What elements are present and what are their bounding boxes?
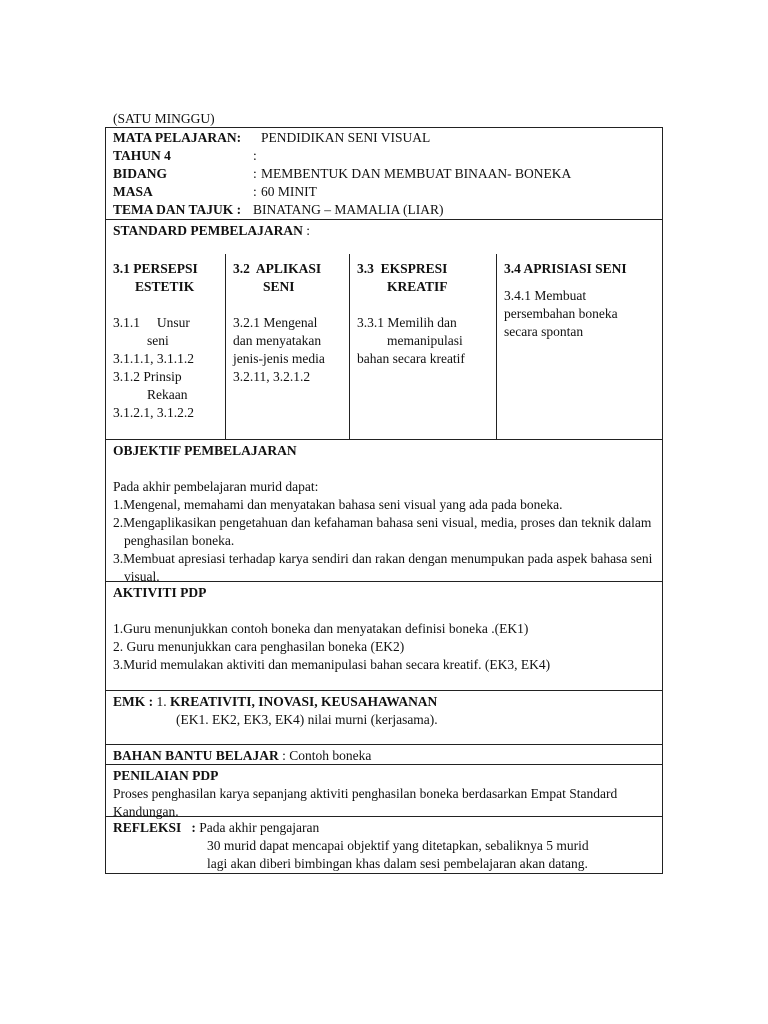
masa-value: 60 MINIT — [261, 184, 317, 199]
col1-title-1: 3.1 PERSEPSI — [113, 261, 198, 276]
refleksi-label: REFLEKSI : — [113, 820, 196, 835]
col3-line-3: bahan secara kreatif — [357, 351, 465, 366]
bahan-section — [106, 745, 662, 765]
col1-line-2: seni — [147, 333, 169, 348]
mata-pelajaran-label: MATA PELAJARAN: — [113, 130, 242, 145]
refleksi-line-1 — [113, 819, 655, 837]
refleksi-intro: Pada akhir pengajaran — [195, 820, 320, 835]
objektif-section — [106, 440, 662, 582]
emk-num: 1. — [153, 694, 170, 709]
aktiviti-item-3: 3.Murid memulakan aktiviti dan memanipulasi bahan secara kreatif. (EK3, EK4) — [113, 657, 551, 672]
bidang-sep: : — [253, 166, 257, 181]
masa-label: MASA — [113, 184, 153, 199]
col2-title-2: SENI — [263, 279, 295, 294]
refleksi-section — [106, 817, 662, 873]
mata-pelajaran-value: PENDIDIKAN SENI VISUAL — [261, 130, 431, 145]
col4-line-3: secara spontan — [504, 324, 584, 339]
standard-col-persepsi — [106, 254, 226, 439]
objektif-intro: Pada akhir pembelajaran murid dapat: — [113, 479, 319, 494]
tahun-row — [113, 147, 655, 165]
col1-line-4: 3.1.2 Prinsip — [113, 369, 182, 384]
col3-line-2: memanipulasi — [387, 333, 463, 348]
col4-title-1: 3.4 APRISIASI SENI — [504, 261, 627, 276]
standard-col-aplikasi — [226, 254, 350, 439]
bidang-row — [113, 165, 655, 183]
tema-row — [113, 201, 655, 219]
col1-line-6: 3.1.2.1, 3.1.2.2 — [113, 405, 194, 420]
refleksi-line-3: lagi akan diberi bimbingan khas dalam sesi pembelajaran akan datang. — [207, 856, 588, 871]
standard-title-suffix: : — [302, 223, 311, 238]
col4-line-1: 3.4.1 Membuat — [504, 288, 587, 303]
col3-title-1: 3.3 EKSPRESI — [357, 261, 448, 276]
col3-title-2: KREATIF — [387, 279, 448, 294]
masa-row — [113, 183, 655, 201]
col1-line-1: 3.1.1 Unsur — [113, 315, 190, 330]
col1-title-2: ESTETIK — [135, 279, 195, 294]
aktiviti-title: AKTIVITI PDP — [113, 585, 207, 600]
standard-columns — [106, 254, 662, 440]
tahun-sep: : — [253, 148, 257, 163]
bahan-value: : Contoh boneka — [278, 748, 372, 763]
col2-title-1: 3.2 APLIKASI — [233, 261, 322, 276]
bidang-value: MEMBENTUK DAN MEMBUAT BINAAN- BONEKA — [261, 166, 572, 181]
standard-title-row — [106, 220, 662, 240]
aktiviti-section — [106, 582, 662, 691]
emk-value: KREATIVITI, INOVASI, KEUSAHAWANAN — [170, 694, 438, 709]
emk-section — [106, 691, 662, 745]
col2-line-2: dan menyatakan — [233, 333, 322, 348]
col2-line-3: jenis-jenis media — [233, 351, 325, 366]
objektif-item-1: 1.Mengenal, memahami dan menyatakan bahasa seni visual yang ada pada boneka. — [113, 497, 563, 512]
col4-line-2: persembahan boneka — [504, 306, 618, 321]
emk-line-1 — [113, 693, 655, 711]
objektif-item-3: 3.Membuat apresiasi terhadap karya sendiri dan rakan dengan menumpukan pada aspek bahasa seni visual. — [113, 551, 653, 584]
penilaian-section — [106, 765, 662, 817]
objektif-item-2: 2.Mengaplikasikan pengetahuan dan kefahaman bahasa seni visual, media, proses dan teknik dalam penghasilan boneka. — [113, 515, 652, 548]
emk-line-2: (EK1. EK2, EK3, EK4) nilai murni (kerjasama). — [176, 712, 438, 727]
col3-line-1: 3.3.1 Memilih dan — [357, 315, 457, 330]
aktiviti-item-1: 1.Guru menunjukkan contoh boneka dan menyatakan definisi boneka .(EK1) — [113, 621, 529, 636]
duration-note: (SATU MINGGU) — [113, 111, 215, 126]
objektif-title: OBJEKTIF PEMBELAJARAN — [113, 443, 297, 458]
penilaian-title: PENILAIAN PDP — [113, 768, 219, 783]
refleksi-line-2: 30 murid dapat mencapai objektif yang ditetapkan, sebaliknya 5 murid — [207, 838, 589, 853]
col1-line-3: 3.1.1.1, 3.1.1.2 — [113, 351, 194, 366]
standard-title: STANDARD PEMBELAJARAN — [113, 223, 303, 238]
col2-line-1: 3.2.1 Mengenal — [233, 315, 318, 330]
tema-value: BINATANG – MAMALIA (LIAR) — [253, 202, 444, 217]
col2-line-4: 3.2.11, 3.2.1.2 — [233, 369, 311, 384]
mata-pelajaran-row — [113, 129, 655, 147]
masa-sep: : — [253, 184, 257, 199]
info-section — [106, 128, 662, 220]
tema-label: TEMA DAN TAJUK : — [113, 202, 242, 217]
bidang-label: BIDANG — [113, 166, 168, 181]
bahan-label: BAHAN BANTU BELAJAR — [113, 748, 279, 763]
emk-label: EMK : — [113, 694, 154, 709]
standard-col-ekspresi — [350, 254, 497, 439]
aktiviti-item-2: 2. Guru menunjukkan cara penghasilan boneka (EK2) — [113, 639, 405, 654]
tahun-label: TAHUN 4 — [113, 148, 171, 163]
lesson-plan-table — [105, 127, 663, 874]
standard-col-aprisiasi — [497, 254, 662, 439]
penilaian-text: Proses penghasilan karya sepanjang aktiviti penghasilan boneka berdasarkan Empat Standard Kandungan. — [113, 786, 618, 819]
col1-line-5: Rekaan — [147, 387, 188, 402]
